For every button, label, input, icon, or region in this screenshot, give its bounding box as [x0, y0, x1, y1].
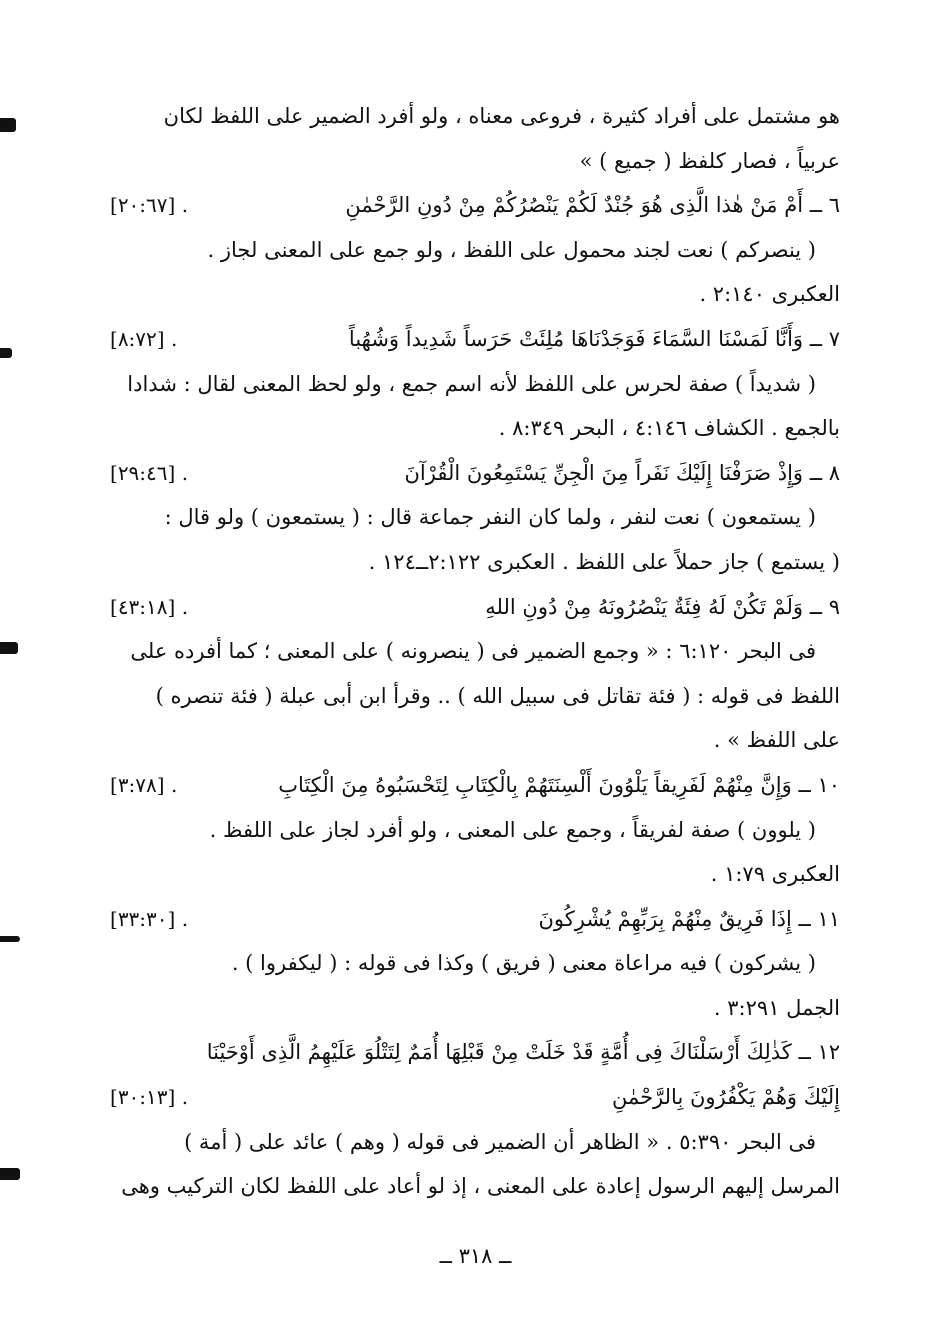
text-line [110, 941, 840, 986]
binding-mark [0, 1168, 20, 1180]
binding-mark [0, 348, 12, 358]
line-text: ١١ ــ إِذَا فَرِيقٌ مِنْهُمْ بِرَبِّهِمْ يُشْرِكُونَ [538, 906, 840, 931]
verse-reference: [٣٣:٣٠] . [110, 906, 189, 931]
text-line [110, 674, 840, 719]
text-line [110, 1120, 840, 1165]
verse-reference: [٣٠:١٣] . [110, 1085, 189, 1110]
line-text: ( شديداً ) صفة لحرس على اللفظ لأنه اسم جمع ، ولو لحظ المعنى لقال : شدادا [127, 371, 816, 396]
text-line [110, 406, 840, 451]
line-text: ( يشركون ) فيه مراعاة معنى ( فريق ) وكذا فى قوله : ( ليكفروا ) . [231, 951, 816, 976]
text-line [110, 1164, 840, 1209]
text-line [110, 362, 840, 407]
text-line [110, 763, 840, 808]
text-line [110, 495, 840, 540]
text-line [110, 1075, 840, 1120]
line-text: ( يستمع ) جاز حملاً على اللفظ . العكبرى ٢:١٢٢ــ١٢٤ . [368, 549, 840, 574]
text-line [110, 228, 840, 273]
line-text: ( يستمعون ) نعت لنفر ، ولما كان النفر جماعة قال : ( يستمعون ) ولو قال : [164, 505, 816, 530]
line-text: ٩ ــ وَلَمْ تَكُنْ لَهُ فِئَةٌ يَنْصُرُونَهُ مِنْ دُونِ اللهِ [485, 594, 840, 619]
line-text: ( يلوون ) صفة لفريقاً ، وجمع على المعنى ، ولو أفرد لجاز على اللفظ . [209, 817, 816, 842]
verse-reference: [٢٩:٤٦] . [110, 460, 189, 485]
line-text: العكبرى ٢:١٤٠ . [699, 282, 840, 307]
text-line [110, 852, 840, 897]
text-line [110, 272, 840, 317]
text-line [110, 139, 840, 184]
text-line [110, 1030, 840, 1075]
text-line [110, 585, 840, 630]
line-text: فى البحر ٥:٣٩٠ . « الظاهر أن الضمير فى قوله ( وهم ) عائد على ( أمة ) [184, 1129, 816, 1154]
line-text: الجمل ٣:٢٩١ . [713, 995, 840, 1020]
line-text: عربياً ، فصار كلفظ ( جميع ) » [579, 148, 840, 173]
line-text: اللفظ فى قوله : ( فئة تقاتل فى سبيل الله ) .. وقرأ ابن أبى عبلة ( فئة تنصره ) [155, 683, 840, 708]
line-text: إِلَيْكَ وَهُمْ يَكْفُرُونَ بِالرَّحْمٰنِ [611, 1085, 840, 1110]
line-text: على اللفظ » . [713, 728, 840, 753]
line-text: هو مشتمل على أفراد كثيرة ، فروعى معناه ، ولو أفرد الضمير على اللفظ لكان [163, 104, 840, 128]
text-line [110, 183, 840, 228]
verse-reference: [٢٠:٦٧] . [110, 193, 189, 218]
text-line [110, 317, 840, 362]
text-line [110, 629, 840, 674]
binding-mark [0, 936, 20, 942]
line-text: ٨ ــ وَإِذْ صَرَفْنَا إِلَيْكَ نَفَراً مِنَ الْجِنِّ يَسْتَمِعُونَ الْقُرْآنَ [404, 460, 840, 485]
line-text: ١٠ ــ وَإِنَّ مِنْهُمْ لَفَرِيقاً يَلْوُونَ أَلْسِنَتَهُمْ بِالْكِتَابِ لِتَحْسَبُوهُ مِنَ الْكِتَابِ [278, 772, 840, 797]
binding-mark [0, 118, 16, 132]
line-text: ٧ ــ وَأَنَّا لَمَسْنَا السَّمَاءَ فَوَجَدْنَاهَا مُلِئَتْ حَرَساً شَدِيداً وَشُهُباً [348, 326, 840, 351]
page-number: ــ ٣١٨ ــ [439, 1244, 512, 1268]
verse-reference: [٨:٧٢] . [110, 326, 178, 351]
line-text: العكبرى ١:٧٩ . [710, 862, 840, 887]
text-line [110, 94, 840, 139]
text-line [110, 451, 840, 496]
verse-reference: [٤٣:١٨] . [110, 594, 189, 619]
line-text: ( ينصركم ) نعت لجند محمول على اللفظ ، ولو جمع على المعنى لجاز . [207, 237, 816, 262]
text-line [110, 986, 840, 1031]
line-text: فى البحر ٦:١٢٠ : « وجمع الضمير فى ( ينصرونه ) على المعنى ؛ كما أفرده على [130, 639, 816, 664]
binding-mark [0, 642, 18, 654]
text-line [110, 808, 840, 853]
text-line [110, 540, 840, 585]
line-text: ٦ ــ أَمْ مَنْ هٰذا الَّذِى هُوَ جُنْدٌ لَكُمْ يَنْصُرُكُمْ مِنْ دُونِ الرَّحْمٰنِ [345, 193, 840, 218]
text-line [110, 897, 840, 942]
page-body [110, 94, 840, 1209]
line-text: بالجمع . الكشاف ٤:١٤٦ ، البحر ٨:٣٤٩ . [498, 416, 840, 441]
text-line [110, 718, 840, 763]
verse-reference: [٣:٧٨] . [110, 772, 178, 797]
line-text: ١٢ ــ كَذٰلِكَ أَرْسَلْنَاكَ فِى أُمَّةٍ قَدْ خَلَتْ مِنْ قَبْلِهَا أُمَمٌ لِتَتْلُوَ عَلَيْهِمُ الَّذِى أَوْحَيْنَا [206, 1040, 840, 1065]
line-text: المرسل إليهم الرسول إعادة على المعنى ، إذ لو أعاد على اللفظ لكان التركيب وهى [121, 1174, 840, 1199]
